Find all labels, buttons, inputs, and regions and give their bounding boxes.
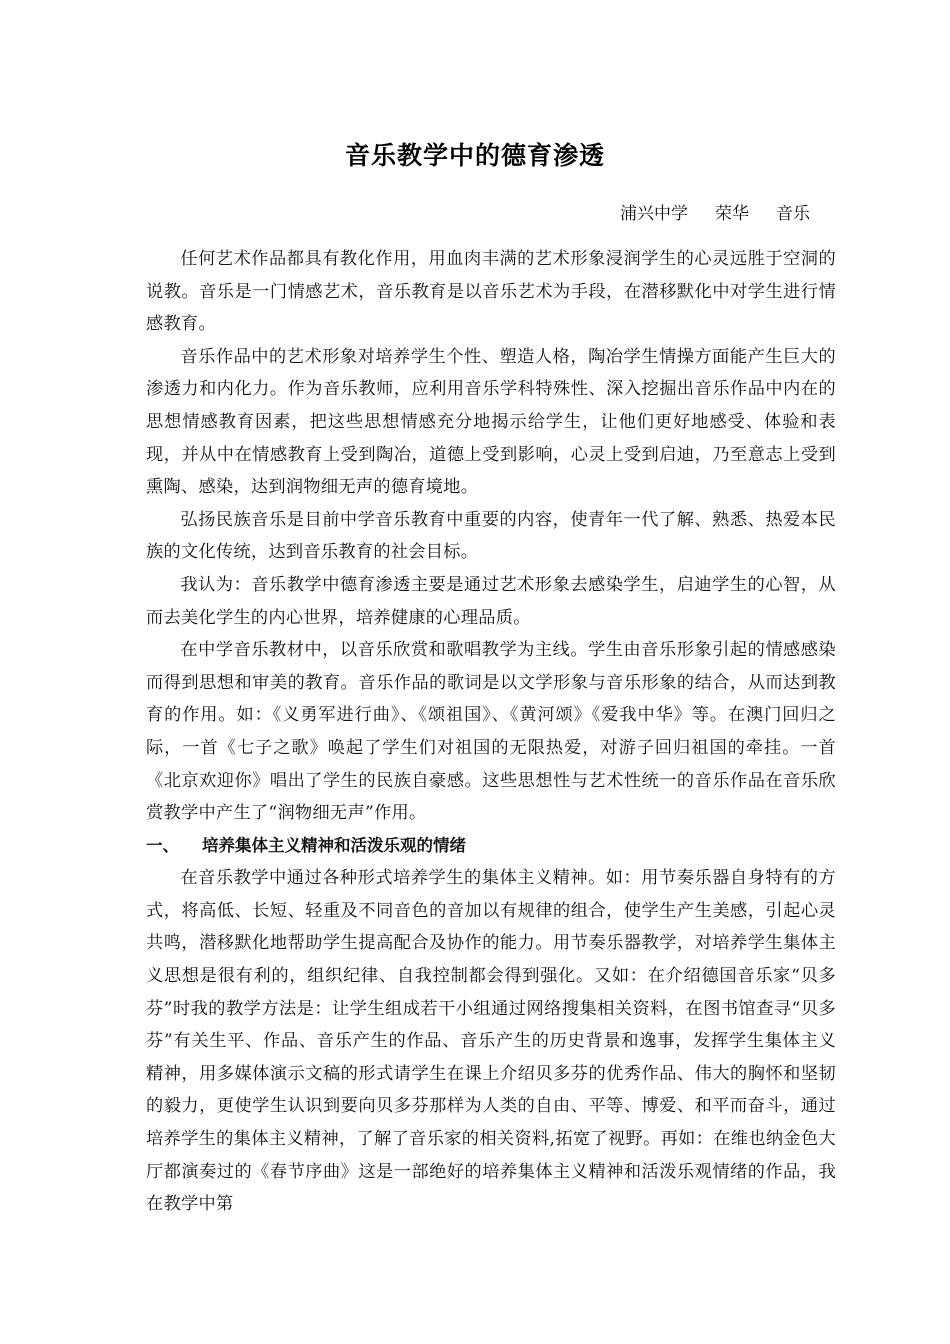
body-paragraph: 音乐作品中的艺术形象对培养学生个性、塑造人格，陶冶学生情操方面能产生巨大的渗透力和内化力。作为音乐教师，应利用音乐学科特殊性、深入挖掘出音乐作品中内在的思想情感教育因素，把这些思想情感充分地揭示给学生，让他们更好地感受、体验和表现，并从中在情感教育上受到陶冶，道德上受到影响，心灵上受到启迪，乃至意志上受到熏陶、感染，达到润物细无声的德育境地。 xyxy=(146,346,836,498)
body-paragraph: 我认为：音乐教学中德育渗透主要是通过艺术形象去感染学生，启迪学生的心智，从而去美化学生的内心世界，培养健康的心理品质。 xyxy=(146,574,836,628)
section-heading-text: 培养集体主义精神和活泼乐观的情绪 xyxy=(202,835,466,855)
document-title: 音乐教学中的德育渗透 xyxy=(344,141,605,170)
body-paragraph: 弘扬民族音乐是目前中学音乐教育中重要的内容，使青年一代了解、熟悉、热爱本民族的文化传统，达到音乐教育的社会目标。 xyxy=(146,509,836,563)
section-number: 一、 xyxy=(146,835,179,855)
body-paragraph: 任何艺术作品都具有教化作用，用血肉丰满的艺术形象浸润学生的心灵远胜于空洞的说教。音乐是一门情感艺术，音乐教育是以音乐艺术为手段，在潜移默化中对学生进行情感教育。 xyxy=(146,249,836,335)
document-body xyxy=(146,243,836,1221)
author-line: 浦兴中学 荣华 音乐 xyxy=(619,204,810,224)
section-heading xyxy=(146,830,836,863)
body-paragraph: 在音乐教学中通过各种形式培养学生的集体主义精神。如：用节奏乐器自身特有的方式，将高低、长短、轻重及不同音色的音加以有规律的组合，使学生产生美感，引起心灵共鸣，潜移默化地帮助学生提高配合及协作的能力。用节奏乐器教学，对培养学生集体主义思想是很有利的，组织纪律、自我控制都会得到强化。又如：在介绍德国音乐家“贝多芬”时我的教学方法是：让学生组成若干小组通过网络搜集相关资料，在图书馆查寻“贝多芬”有关生平、作品、音乐产生的作品、音乐产生的历史背景和逸事，发挥学生集体主义精神，用多媒体演示文稿的形式请学生在课上介绍贝多芬的优秀作品、伟大的胸怀和坚韧的毅力，更使学生认识到要向贝多芬那样为人类的自由、平等、博爱、和平而奋斗，通过培养学生的集体主义精神，了解了音乐家的相关资料,拓宽了视野。再如：在维也纳金色大厅都演奏过的《春节序曲》这是一部绝好的培养集体主义精神和活泼乐观情绪的作品，我在教学中第 xyxy=(146,868,836,1215)
body-paragraph: 在中学音乐教材中，以音乐欣赏和歌唱教学为主线。学生由音乐形象引起的情感感染而得到思想和审美的教育。音乐作品的歌词是以文学形象与音乐形象的结合，从而达到教育的作用。如：《义勇军进行曲》、《颂祖国》、《黄河颂》《爱我中华》等。在澳门回归之际，一首《七子之歌》唤起了学生们对祖国的无限热爱，对游子回归祖国的牵挂。一首《北京欢迎你》唱出了学生的民族自豪感。这些思想性与艺术性统一的音乐作品在音乐欣赏教学中产生了“润物细无声”作用。 xyxy=(146,640,836,824)
